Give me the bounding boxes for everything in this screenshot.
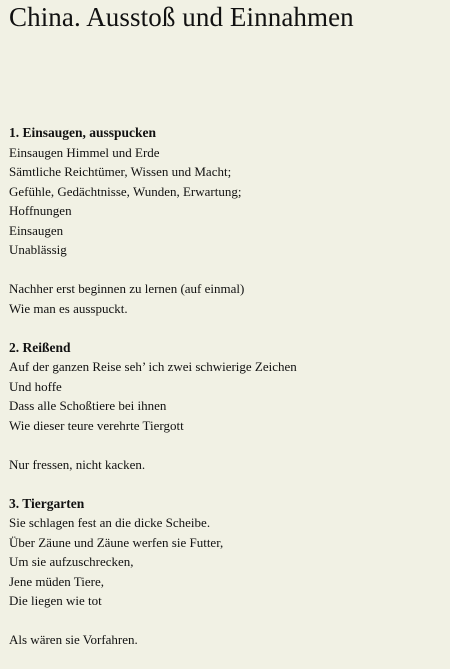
poem-line: Sämtliche Reichtümer, Wissen und Macht;	[9, 164, 232, 179]
poem-line: Nachher erst beginnen zu lernen (auf einmal)	[9, 281, 245, 296]
section-heading: 3. Tiergarten	[9, 495, 85, 511]
poem-line: Dass alle Schoßtiere bei ihnen	[9, 398, 167, 413]
poem-line: Auf der ganzen Reise seh’ ich zwei schwierige Zeichen	[9, 359, 297, 374]
stanza	[9, 279, 444, 318]
poem-line: Die liegen wie tot	[9, 593, 102, 608]
poem-line: Sie schlagen fest an die dicke Scheibe.	[9, 515, 211, 530]
section-heading: 1. Einsaugen, ausspucken	[9, 125, 157, 140]
poem-line: Unablässig	[9, 242, 67, 257]
page-title: China. Ausstoß und Einnahmen	[9, 2, 354, 32]
section-tiergarten	[9, 494, 444, 650]
poem-line: Wie man es ausspuckt.	[9, 300, 128, 316]
poem-line: Hoffnungen	[9, 203, 72, 218]
stanza	[9, 630, 444, 650]
poem-line: Wie dieser teure verehrte Tiergott	[9, 417, 184, 433]
section-reissend	[9, 338, 444, 475]
stanza	[9, 513, 444, 611]
stanza	[9, 455, 444, 475]
poem-line: Über Zäune und Zäune werfen sie Futter,	[9, 534, 224, 550]
poem-line: Und hoffe	[9, 378, 62, 394]
poem-body	[9, 123, 444, 669]
poem-line: Gefühle, Gedächtnisse, Wunden, Erwartung;	[9, 183, 242, 199]
poem-line: Jene müden Tiere,	[9, 573, 104, 589]
poem-line: Einsaugen Himmel und Erde	[9, 144, 160, 160]
poem-line: Als wären sie Vorfahren.	[9, 632, 138, 647]
section-einsaugen	[9, 123, 444, 318]
section-heading: 2. Reißend	[9, 339, 71, 355]
poem-line: Nur fressen, nicht kacken.	[9, 456, 146, 472]
poem-line: Einsaugen	[9, 222, 64, 238]
stanza	[9, 143, 444, 260]
poem-line: Um sie aufzuschrecken,	[9, 554, 134, 569]
stanza	[9, 357, 444, 435]
